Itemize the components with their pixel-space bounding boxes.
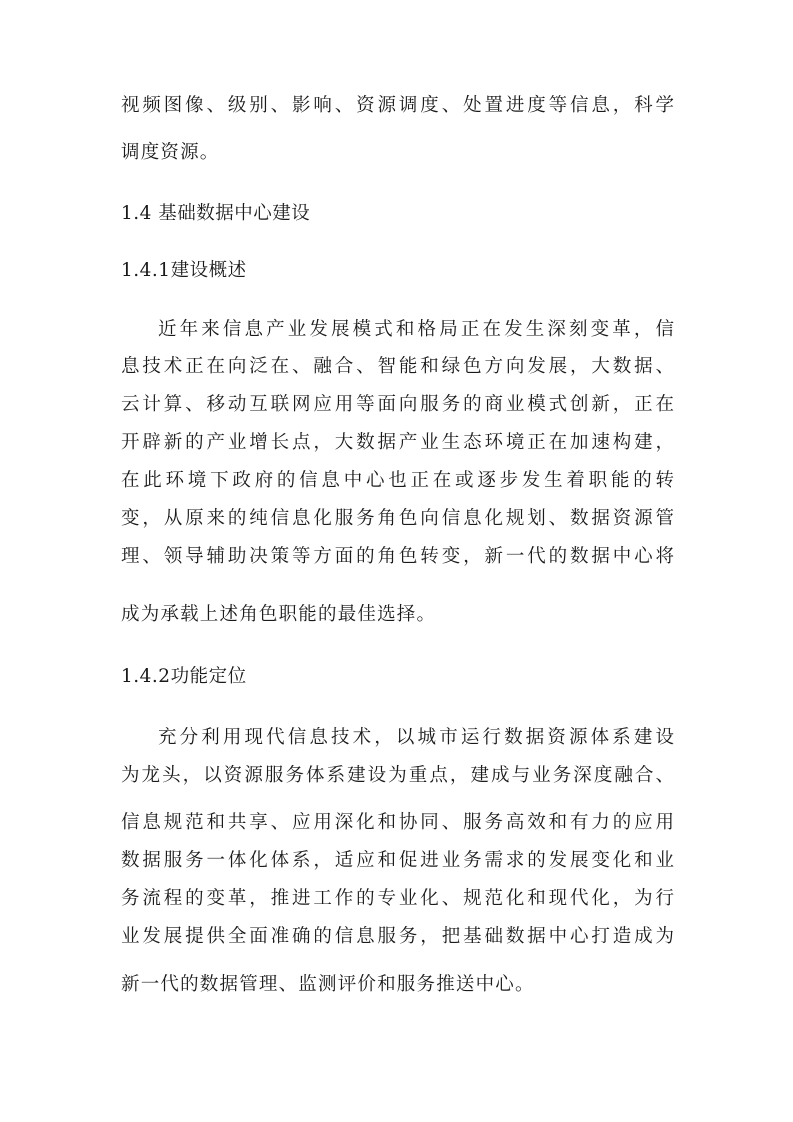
positioning-line-5: 务流程的变革，推进工作的专业化、规范化和现代化，为行 bbox=[121, 888, 674, 909]
overview-line-8: 成为承载上述角色职能的最佳选择。 bbox=[121, 604, 437, 625]
section-heading-1-4: 1.4 基础数据中心建设 bbox=[121, 203, 311, 224]
positioning-line-6: 业发展提供全面准确的信息服务，把基础数据中心打造成为 bbox=[121, 926, 674, 947]
positioning-line-4: 数据服务一体化体系，适应和促进业务需求的发展变化和业 bbox=[121, 850, 674, 871]
overview-line-2: 息技术正在向泛在、融合、智能和绿色方向发展，大数据、 bbox=[121, 356, 674, 377]
intro-line-2: 调度资源。 bbox=[121, 142, 220, 163]
overview-line-5: 在此环境下政府的信息中心也正在或逐步发生着职能的转 bbox=[121, 470, 674, 491]
overview-line-4: 开辟新的产业增长点，大数据产业生态环境正在加速构建， bbox=[121, 432, 674, 453]
overview-line-1: 近年来信息产业发展模式和格局正在发生深刻变革，信 bbox=[158, 319, 674, 340]
positioning-line-1: 充分利用现代信息技术，以城市运行数据资源体系建设 bbox=[158, 727, 674, 748]
section-heading-1-4-2: 1.4.2功能定位 bbox=[121, 666, 247, 687]
intro-line-1: 视频图像、级别、影响、资源调度、处置进度等信息，科学 bbox=[121, 95, 674, 116]
positioning-line-7: 新一代的数据管理、监测评价和服务推送中心。 bbox=[121, 974, 535, 995]
overview-line-6: 变，从原来的纯信息化服务角色向信息化规划、数据资源管 bbox=[121, 508, 674, 529]
overview-line-3: 云计算、移动互联网应用等面向服务的商业模式创新，正在 bbox=[121, 394, 674, 415]
overview-line-7: 理、领导辅助决策等方面的角色转变，新一代的数据中心将 bbox=[121, 546, 674, 567]
section-heading-1-4-1: 1.4.1建设概述 bbox=[121, 260, 247, 281]
positioning-line-3: 信息规范和共享、应用深化和协同、服务高效和有力的应用 bbox=[121, 812, 674, 833]
positioning-line-2: 为龙头，以资源服务体系建设为重点，建成与业务深度融合、 bbox=[121, 765, 674, 786]
